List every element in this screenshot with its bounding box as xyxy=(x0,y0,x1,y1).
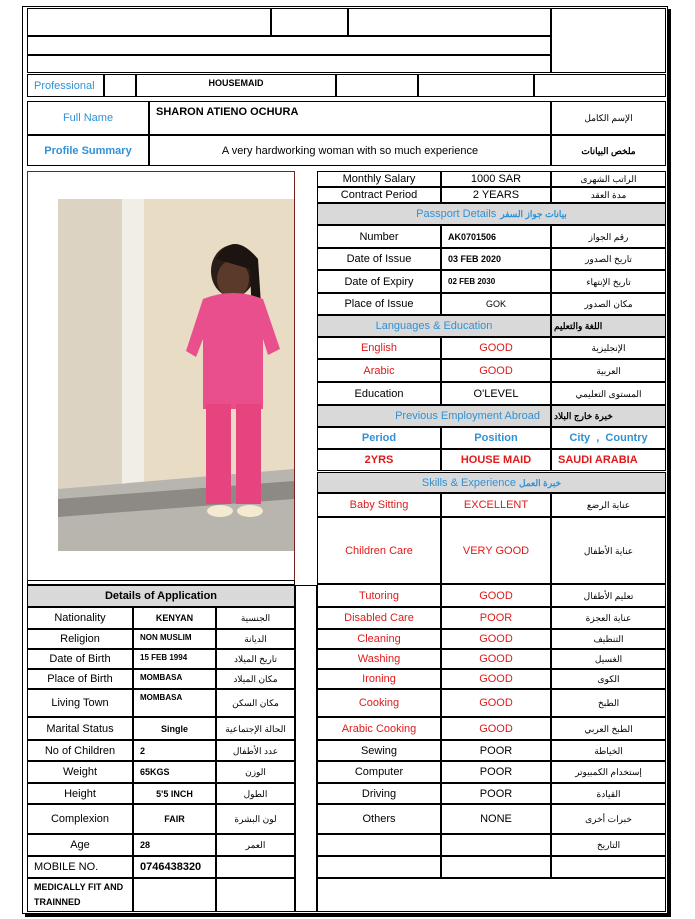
employment-position-header: Position xyxy=(441,427,551,449)
app-label: Date of Birth xyxy=(27,649,133,669)
mobile-value: 0746438320 xyxy=(133,856,216,878)
passport-expiry-value: 02 FEB 2030 xyxy=(441,270,551,293)
logo-box xyxy=(551,8,666,73)
app-label: Place of Birth xyxy=(27,669,133,689)
app-ar: مكان السكن xyxy=(216,689,295,717)
app-value: 28 xyxy=(133,834,216,856)
skill-ar: إستخدام الكمبيوتر xyxy=(551,761,666,783)
app-label: Living Town xyxy=(27,689,133,717)
blank-cell xyxy=(418,74,534,97)
skill-ar: التنظيف xyxy=(551,629,666,649)
passport-expiry-label: Date of Expiry xyxy=(317,270,441,293)
photo-frame xyxy=(27,171,295,581)
skill-ar: خبرات أخرى xyxy=(551,804,666,834)
skill-label xyxy=(317,834,441,856)
skill-value: VERY GOOD xyxy=(441,517,551,584)
profile-summary-label: Profile Summary xyxy=(27,135,149,166)
skill-label: Washing xyxy=(317,649,441,669)
skill-value: GOOD xyxy=(441,717,551,740)
app-label: Height xyxy=(27,783,133,804)
blank-cell xyxy=(551,856,666,878)
skill-ar: القيادة xyxy=(551,783,666,804)
app-value: MOMBASA xyxy=(133,669,216,689)
skill-ar: عناية العجزة xyxy=(551,607,666,629)
passport-number-value: AK0701506 xyxy=(441,225,551,248)
employment-period-header: Period xyxy=(317,427,441,449)
app-ar: الديانة xyxy=(216,629,295,649)
app-ar: العمر xyxy=(216,834,295,856)
education-ar: المستوى التعليمي xyxy=(551,382,666,405)
skill-value: POOR xyxy=(441,761,551,783)
app-label: Religion xyxy=(27,629,133,649)
skill-value: GOOD xyxy=(441,689,551,717)
application-title: Details of Application xyxy=(27,585,295,607)
passport-number-label: Number xyxy=(317,225,441,248)
app-value: 15 FEB 1994 xyxy=(133,649,216,669)
skill-value: EXCELLENT xyxy=(441,493,551,517)
app-ar: الطول xyxy=(216,783,295,804)
employment-title: Previous Employment Abroad xyxy=(317,405,551,427)
skill-label: Cleaning xyxy=(317,629,441,649)
blank-cell xyxy=(104,74,136,97)
skill-ar: تعليم الأطفال xyxy=(551,584,666,607)
arabic-value: GOOD xyxy=(441,359,551,382)
app-ar: تاريخ الميلاد xyxy=(216,649,295,669)
skill-value: NONE xyxy=(441,804,551,834)
app-value: 65KGS xyxy=(133,761,216,783)
skill-ar: الطبخ xyxy=(551,689,666,717)
skills-section-header xyxy=(317,472,666,493)
app-label: No of Children xyxy=(27,740,133,761)
skills-title-ar: خبرة العمل xyxy=(519,477,562,488)
skill-ar: عناية الأطفال xyxy=(551,517,666,584)
app-ar: مكان الميلاد xyxy=(216,669,295,689)
employment-period-value: 2YRS xyxy=(317,449,441,471)
education-value: O'LEVEL xyxy=(441,382,551,405)
app-ar: الوزن xyxy=(216,761,295,783)
skill-ar: الخياطة xyxy=(551,740,666,761)
skill-label: Children Care xyxy=(317,517,441,584)
app-value: MOMBASA xyxy=(133,689,216,717)
skill-label: Driving xyxy=(317,783,441,804)
professional-label: Professional xyxy=(27,74,104,97)
passport-place-ar: مكان الصدور xyxy=(551,293,666,315)
skill-label: Cooking xyxy=(317,689,441,717)
skill-value: GOOD xyxy=(441,584,551,607)
skill-label: Sewing xyxy=(317,740,441,761)
profile-summary-ar: ملخص البيانات xyxy=(551,135,666,166)
blank-cell xyxy=(317,878,666,912)
app-value: Single xyxy=(133,717,216,740)
skill-label: Others xyxy=(317,804,441,834)
salary-value: 1000 SAR xyxy=(441,171,551,187)
app-label: Marital Status xyxy=(27,717,133,740)
arabic-ar: العربية xyxy=(551,359,666,382)
app-value: 2 xyxy=(133,740,216,761)
skill-label: Baby Sitting xyxy=(317,493,441,517)
app-value: NON MUSLIM xyxy=(133,629,216,649)
app-label: Complexion xyxy=(27,804,133,834)
passport-number-ar: رقم الجواز xyxy=(551,225,666,248)
blank-cell xyxy=(216,878,295,912)
skill-value: POOR xyxy=(441,607,551,629)
column-gap xyxy=(295,585,317,912)
passport-title-ar: بيانات جواز السفر xyxy=(500,209,567,219)
date-ar: التاريخ xyxy=(551,834,666,856)
app-label: Weight xyxy=(27,761,133,783)
education-label: Education xyxy=(317,382,441,405)
app-ar: الحالة الإجتماعية xyxy=(216,717,295,740)
employment-title-ar: خبرة خارج البلاد xyxy=(551,405,666,427)
blank-cell xyxy=(216,856,295,878)
skill-value: GOOD xyxy=(441,649,551,669)
app-ar: لون البشرة xyxy=(216,804,295,834)
period-value: 2 YEARS xyxy=(441,187,551,203)
passport-place-value: GOK xyxy=(441,293,551,315)
passport-issue-label: Date of Issue xyxy=(317,248,441,270)
app-value: FAIR xyxy=(133,804,216,834)
english-value: GOOD xyxy=(441,337,551,359)
passport-expiry-ar: تاريخ الإنتهاء xyxy=(551,270,666,293)
full-name-label: Full Name xyxy=(27,101,149,135)
skill-label: Arabic Cooking xyxy=(317,717,441,740)
skill-value: POOR xyxy=(441,740,551,761)
profile-summary-value: A very hardworking woman with so much experience xyxy=(149,135,551,166)
skill-ar: الطبخ العربي xyxy=(551,717,666,740)
skills-title: Skills & Experience xyxy=(421,476,517,489)
medical-status: MEDICALLY FIT AND TRAINNED xyxy=(27,878,133,912)
skill-label: Tutoring xyxy=(317,584,441,607)
skill-label: Computer xyxy=(317,761,441,783)
english-ar: الإنجليزية xyxy=(551,337,666,359)
skill-ar: عناية الرضع xyxy=(551,493,666,517)
blank-cell xyxy=(441,856,551,878)
app-ar: الجنسية xyxy=(216,607,295,629)
english-label: English xyxy=(317,337,441,359)
employment-country-header: City , Country xyxy=(551,427,666,449)
mobile-label: MOBILE NO. xyxy=(27,856,133,878)
salary-label: Monthly Salary xyxy=(317,171,441,187)
blank-cell xyxy=(317,856,441,878)
header-blank-cell xyxy=(271,8,348,36)
blank-cell xyxy=(336,74,418,97)
period-ar: مدة العقد xyxy=(551,187,666,203)
header-blank-cell xyxy=(348,8,551,36)
skill-label: Disabled Care xyxy=(317,607,441,629)
skill-value xyxy=(441,834,551,856)
salary-ar: الراتب الشهرى xyxy=(551,171,666,187)
header-blank-row xyxy=(27,55,551,73)
skill-value: GOOD xyxy=(441,629,551,649)
header-blank-row xyxy=(27,36,551,55)
skill-value: POOR xyxy=(441,783,551,804)
employment-country-value: SAUDI ARABIA xyxy=(551,449,666,471)
blank-cell xyxy=(534,74,666,97)
skill-value: GOOD xyxy=(441,669,551,689)
passport-section-header xyxy=(317,203,666,225)
app-value: 5'5 INCH xyxy=(133,783,216,804)
passport-title: Passport Details xyxy=(416,208,497,220)
employment-position-value: HOUSE MAID xyxy=(441,449,551,471)
app-value: KENYAN xyxy=(133,607,216,629)
skill-label: Ironing xyxy=(317,669,441,689)
candidate-photo xyxy=(58,199,294,551)
passport-place-label: Place of Issue xyxy=(317,293,441,315)
app-label: Age xyxy=(27,834,133,856)
arabic-label: Arabic xyxy=(317,359,441,382)
blank-cell xyxy=(133,878,216,912)
app-label: Nationality xyxy=(27,607,133,629)
languages-title: Languages & Education xyxy=(317,315,551,337)
skill-ar: الكوى xyxy=(551,669,666,689)
period-label: Contract Period xyxy=(317,187,441,203)
passport-issue-ar: تاريخ الصدور xyxy=(551,248,666,270)
passport-issue-value: 03 FEB 2020 xyxy=(441,248,551,270)
position-value: HOUSEMAID xyxy=(136,74,336,97)
skill-ar: الغسيل xyxy=(551,649,666,669)
app-ar: عدد الأطفال xyxy=(216,740,295,761)
header-blank-cell xyxy=(27,8,271,36)
full-name-ar: الإسم الكامل xyxy=(551,101,666,135)
full-name-value: SHARON ATIENO OCHURA xyxy=(149,101,551,135)
languages-title-ar: اللغة والتعليم xyxy=(551,315,666,337)
